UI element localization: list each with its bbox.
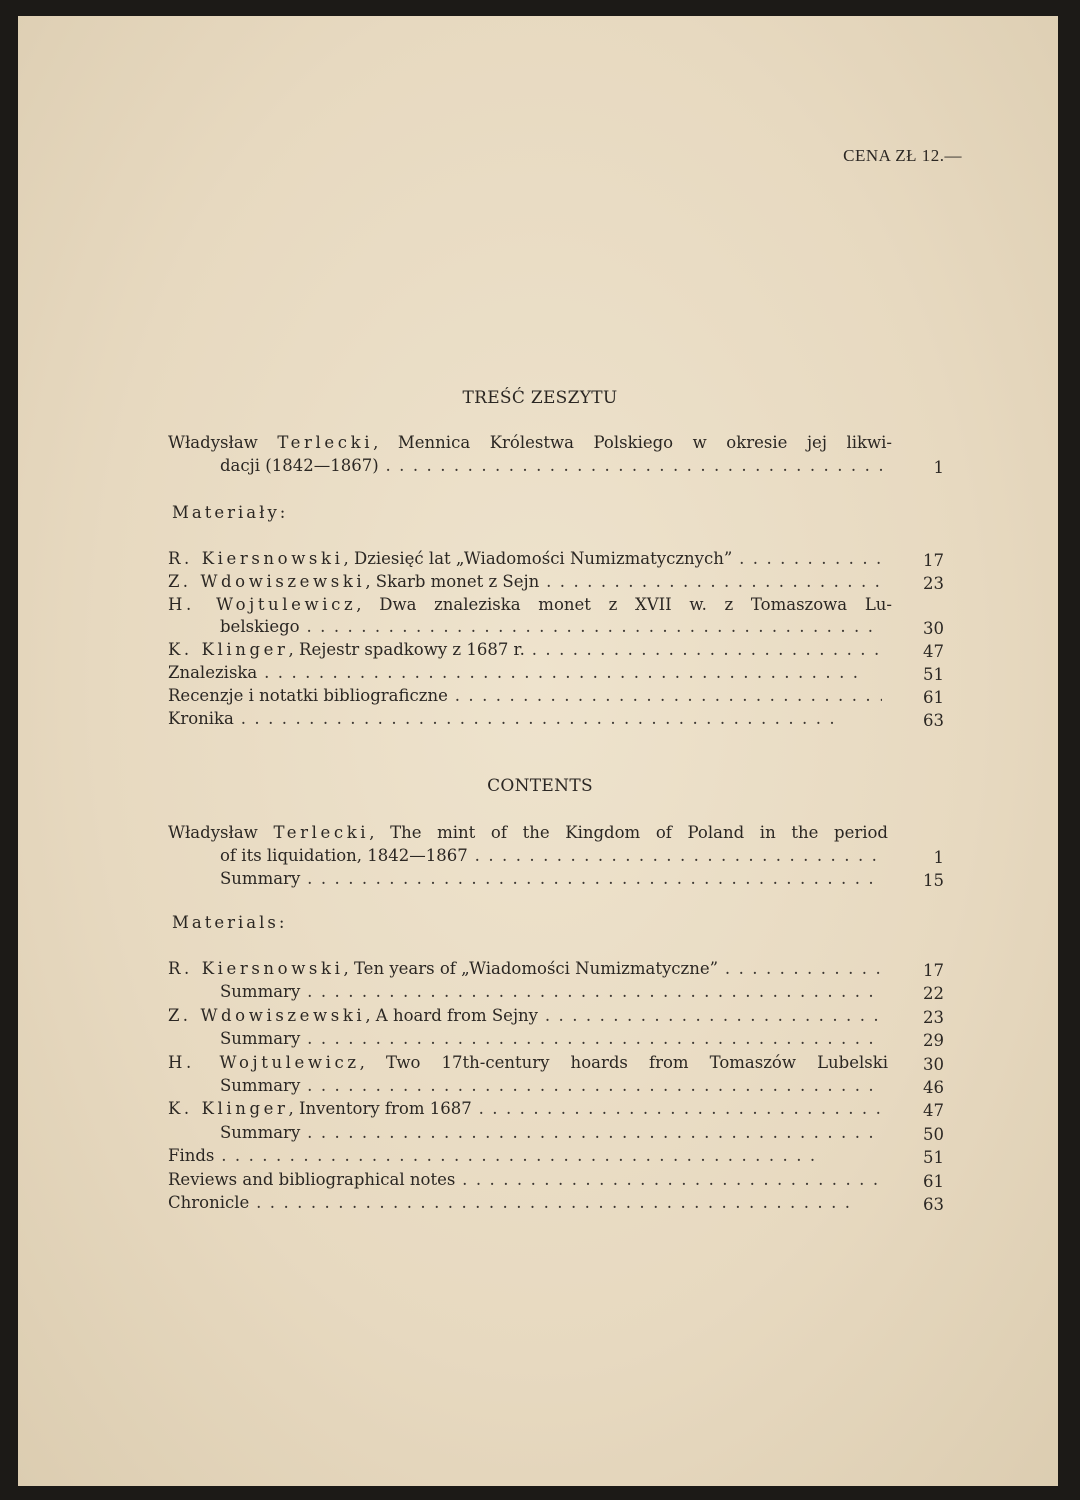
toc-row [168, 1098, 944, 1121]
lead-author-surname: Terlecki [273, 823, 370, 842]
page-number: 46 [923, 1077, 944, 1097]
item-author: H. Wojtulewicz [168, 1052, 360, 1072]
page-number: 47 [923, 1101, 944, 1121]
item-title-cont: belskiego [220, 617, 300, 637]
page-number: 23 [923, 573, 944, 593]
page-number: 63 [923, 710, 944, 730]
polish-toc-heading: TREŚĆ ZESZYTU [462, 388, 618, 408]
item-author: Z. Wdowiszewski [168, 571, 366, 591]
toc-row [168, 708, 944, 731]
page-number: 23 [923, 1007, 944, 1027]
item-author: R. Kiersnowski [168, 549, 344, 568]
item-title: , Dziesięć lat „Wiadomości Numizmatycznych” [343, 549, 733, 568]
summary-label: Summary [220, 868, 301, 888]
page-sheet [18, 16, 1058, 1486]
english-toc-heading: CONTENTS [487, 776, 593, 796]
materials-label-en: Materials: [172, 913, 288, 932]
materials-label-pl: Materiały: [172, 503, 289, 522]
english-materials-list [168, 958, 944, 1215]
page-number: 51 [923, 1148, 944, 1168]
toc-row [168, 594, 944, 617]
item-title: , Ten years of „Wiadomości Numizmatyczne” [343, 959, 719, 978]
page-number: 61 [923, 687, 944, 707]
page-number: 51 [923, 664, 944, 684]
page-number: 61 [923, 1171, 944, 1191]
toc-row [168, 639, 944, 662]
price-label: CENA ZŁ 12.— [843, 146, 962, 165]
toc-row [168, 1145, 944, 1168]
item-author: H. Wojtulewicz [168, 594, 357, 614]
page-number: 1 [933, 847, 944, 867]
item-author: K. Klinger [168, 640, 289, 660]
toc-row [168, 1169, 944, 1192]
lead-title-line1: , The mint of the Kingdom of Poland in the period [369, 823, 888, 842]
english-lead-entry [168, 822, 944, 890]
item-title: Znaleziska [168, 662, 258, 682]
summary-label: Summary [220, 1075, 301, 1095]
page-number: 30 [923, 619, 944, 639]
toc-row [168, 958, 944, 981]
toc-row [168, 662, 944, 685]
toc-row [168, 1005, 944, 1028]
toc-row [168, 1122, 944, 1145]
summary-label: Summary [220, 982, 301, 1002]
toc-row [168, 571, 944, 594]
item-title: Chronicle [168, 1192, 250, 1212]
page-number: 47 [923, 642, 944, 662]
toc-row [168, 548, 944, 571]
page-number: 17 [923, 961, 944, 980]
toc-row [168, 1028, 944, 1051]
item-title: , Two 17th-century hoards from Tomaszów Lubelski [359, 1052, 888, 1072]
toc-row [168, 1192, 944, 1215]
page-number: 30 [923, 1054, 944, 1074]
lead-title-line2: dacji (1842—1867) [220, 455, 379, 475]
lead-author-surname: Terlecki [277, 433, 374, 452]
item-title: Reviews and bibliographical notes [168, 1169, 456, 1189]
polish-materials-list [168, 548, 944, 730]
page-number: 17 [923, 551, 944, 570]
page-number: 29 [923, 1031, 944, 1051]
item-title: , Inventory from 1687 [288, 1099, 472, 1119]
item-title: , Skarb monet z Sejn [365, 571, 540, 591]
summary-label: Summary [220, 1029, 301, 1049]
item-author: K. Klinger [168, 1099, 289, 1119]
page-number: 50 [923, 1124, 944, 1144]
item-title: , Dwa znaleziska monet z XVII w. z Tomaszowa Lu- [356, 594, 892, 614]
lead-title-line2: of its liquidation, 1842—1867 [220, 845, 468, 865]
item-title: Finds [168, 1146, 215, 1166]
lead-author-first: Władysław [168, 823, 258, 842]
toc-row [168, 685, 944, 708]
item-title: , Rejestr spadkowy z 1687 r. [288, 640, 525, 660]
item-title: Kronika [168, 708, 234, 728]
toc-row [168, 1052, 944, 1075]
toc-row [168, 981, 944, 1004]
item-author: R. Kiersnowski [168, 959, 344, 978]
item-author: Z. Wdowiszewski [168, 1005, 366, 1025]
summary-label: Summary [220, 1122, 301, 1142]
lead-author-first: Władysław [168, 433, 258, 452]
page-number: 15 [923, 870, 944, 890]
toc-row [168, 616, 944, 639]
page-number: 1 [933, 457, 944, 477]
page-number: 22 [923, 984, 944, 1004]
item-title: Recenzje i notatki bibliograficzne [168, 685, 448, 705]
item-title: , A hoard from Sejny [365, 1005, 539, 1025]
page-number: 63 [923, 1194, 944, 1214]
toc-row [168, 1075, 944, 1098]
polish-lead-entry [168, 432, 944, 478]
lead-title-line1: , Mennica Królestwa Polskiego w okresie jej likwi- [373, 433, 892, 452]
